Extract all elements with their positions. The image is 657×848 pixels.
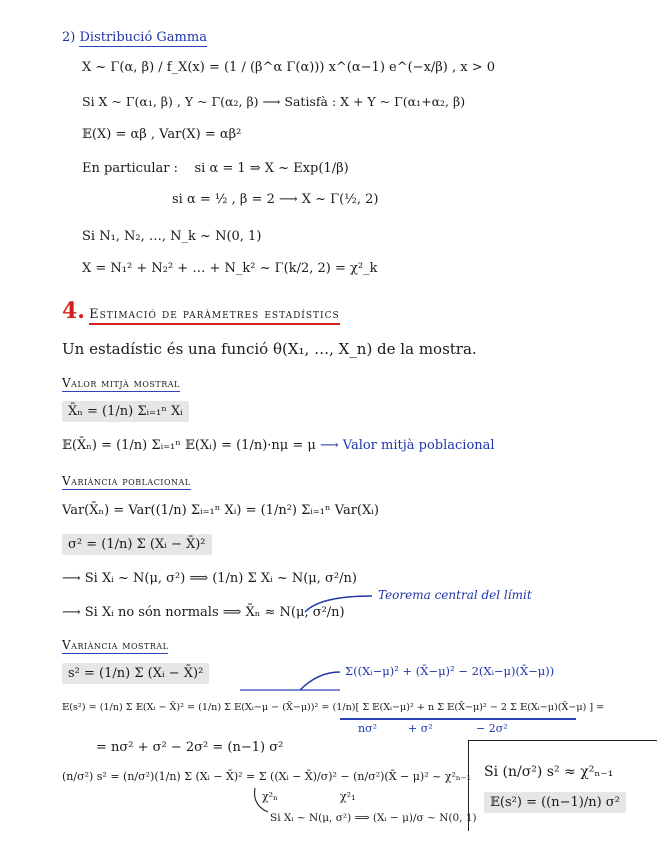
gamma-sum-property: Si X ~ Γ(α₁, β) , Y ~ Γ(α₂, β) ⟶ Satisfà : X + Y ~ Γ(α₁+α₂, β): [82, 94, 466, 109]
section-4-number: 4.: [62, 298, 85, 324]
gamma-moments: 𝔼(X) = αβ , Var(X) = αβ²: [82, 127, 242, 142]
section-4-title: Estimació de paràmetres estadístics: [89, 307, 340, 325]
statistic-definition: Un estadístic és una funció θ(X₁, …, X_n) de la mostra.: [62, 340, 477, 358]
chi-1-label: χ²₁: [340, 790, 356, 803]
sample-variance-formula-text: s² = (1/n) Σ (Xᵢ − X̄)²: [62, 663, 209, 684]
under-term-1: nσ²: [358, 722, 378, 735]
population-variance-heading-text: Variància poblacional: [62, 474, 191, 488]
gamma-chi-square: X = N₁² + N₂² + … + N_k² ~ Γ(k/2, 2) = χ²_k: [82, 261, 378, 276]
sample-mean-expectation-formula: 𝔼(X̄ₙ) = (1/n) Σᵢ₌₁ⁿ 𝔼(Xᵢ) = (1/n)·nμ = μ: [62, 438, 316, 453]
gamma-definition: X ~ Γ(α, β) / f_X(x) = (1 / (β^α Γ(α))) x^(α−1) e^(−x/β) , x > 0: [82, 60, 496, 75]
summary-line-2-text: 𝔼(s²) = ((n−1)/n) σ²: [484, 792, 626, 813]
summary-line-1: Si (n/σ²) s² ≈ χ²ₙ₋₁: [484, 764, 614, 780]
gamma-heading-num: 2): [62, 30, 76, 45]
sample-variance-heading-text: Variància mostral: [62, 638, 169, 652]
gamma-particular-2: si α = ½ , β = 2 ⟶ X ~ Γ(½, 2): [172, 192, 379, 207]
population-mean-note: ⟶ Valor mitjà poblacional: [319, 438, 495, 453]
clt-note: Teorema central del límit: [378, 588, 532, 602]
under-term-2: + σ²: [408, 722, 433, 735]
sample-mean-heading-text: Valor mitjà mostral: [62, 376, 180, 390]
non-normal-case-line: ⟶ Si Xᵢ no són normals ⟹ X̄ₙ ≈ N(μ, σ²/n): [62, 605, 345, 620]
sample-mean-formula-text: X̄ₙ = (1/n) Σᵢ₌₁ⁿ Xᵢ: [62, 401, 189, 422]
gamma-normals: Si N₁, N₂, …, N_k ~ N(0, 1): [82, 229, 262, 244]
expansion-note: Σ((Xᵢ−μ)² + (X̄−μ)² − 2(Xᵢ−μ)(X̄−μ)): [345, 664, 555, 678]
gamma-heading-text: Distribució Gamma: [79, 30, 207, 45]
variance-of-mean-formula: Var(X̄ₙ) = Var((1/n) Σᵢ₌₁ⁿ Xᵢ) = (1/n²) Σᵢ₌₁ⁿ Var(Xᵢ): [62, 503, 379, 518]
normal-case-text: ⟶ Si Xᵢ ~ N(μ, σ²) ⟹ (1/n) Σ Xᵢ ~ N(μ, σ²/n): [62, 571, 357, 586]
sigma-squared-text: σ² = (1/n) Σ (Xᵢ − X̄)²: [62, 534, 212, 555]
gamma-particular-1: si α = 1 ⇒ X ~ Exp(1/β): [194, 161, 349, 176]
chi-n-label: χ²ₙ: [262, 790, 278, 803]
chi-brace-arrow: [255, 788, 268, 812]
standardization-note: Si Xᵢ ~ N(μ, σ²) ⟹ (Xᵢ − μ)/σ ~ N(0, 1): [270, 812, 477, 824]
under-term-3: − 2σ²: [476, 722, 508, 735]
expansion-arrow: [300, 672, 340, 690]
expectation-result: = nσ² + σ² − 2σ² = (n−1) σ²: [96, 740, 284, 755]
clt-arrow: [305, 596, 372, 612]
chi-square-sample-variance: (n/σ²) s² = (n/σ²)(1/n) Σ (Xᵢ − X̄)² = Σ ((Xᵢ − X̄)/σ)² − (n/σ²)(X̄ − μ)² ~ χ²ₙ₋₁: [62, 770, 471, 783]
expectation-sample-variance: 𝔼(s²) = (1/n) Σ 𝔼(Xᵢ − X̄)² = (1/n) Σ 𝔼(Xᵢ−μ − (X̄−μ))² = (1/n)[ Σ 𝔼(Xᵢ−μ)² + n Σ 𝔼(X̄−μ)² − 2 Σ 𝔼(Xᵢ−μ)(X̄−μ) ] =: [62, 702, 605, 713]
gamma-particular-label: En particular :: [82, 161, 178, 176]
